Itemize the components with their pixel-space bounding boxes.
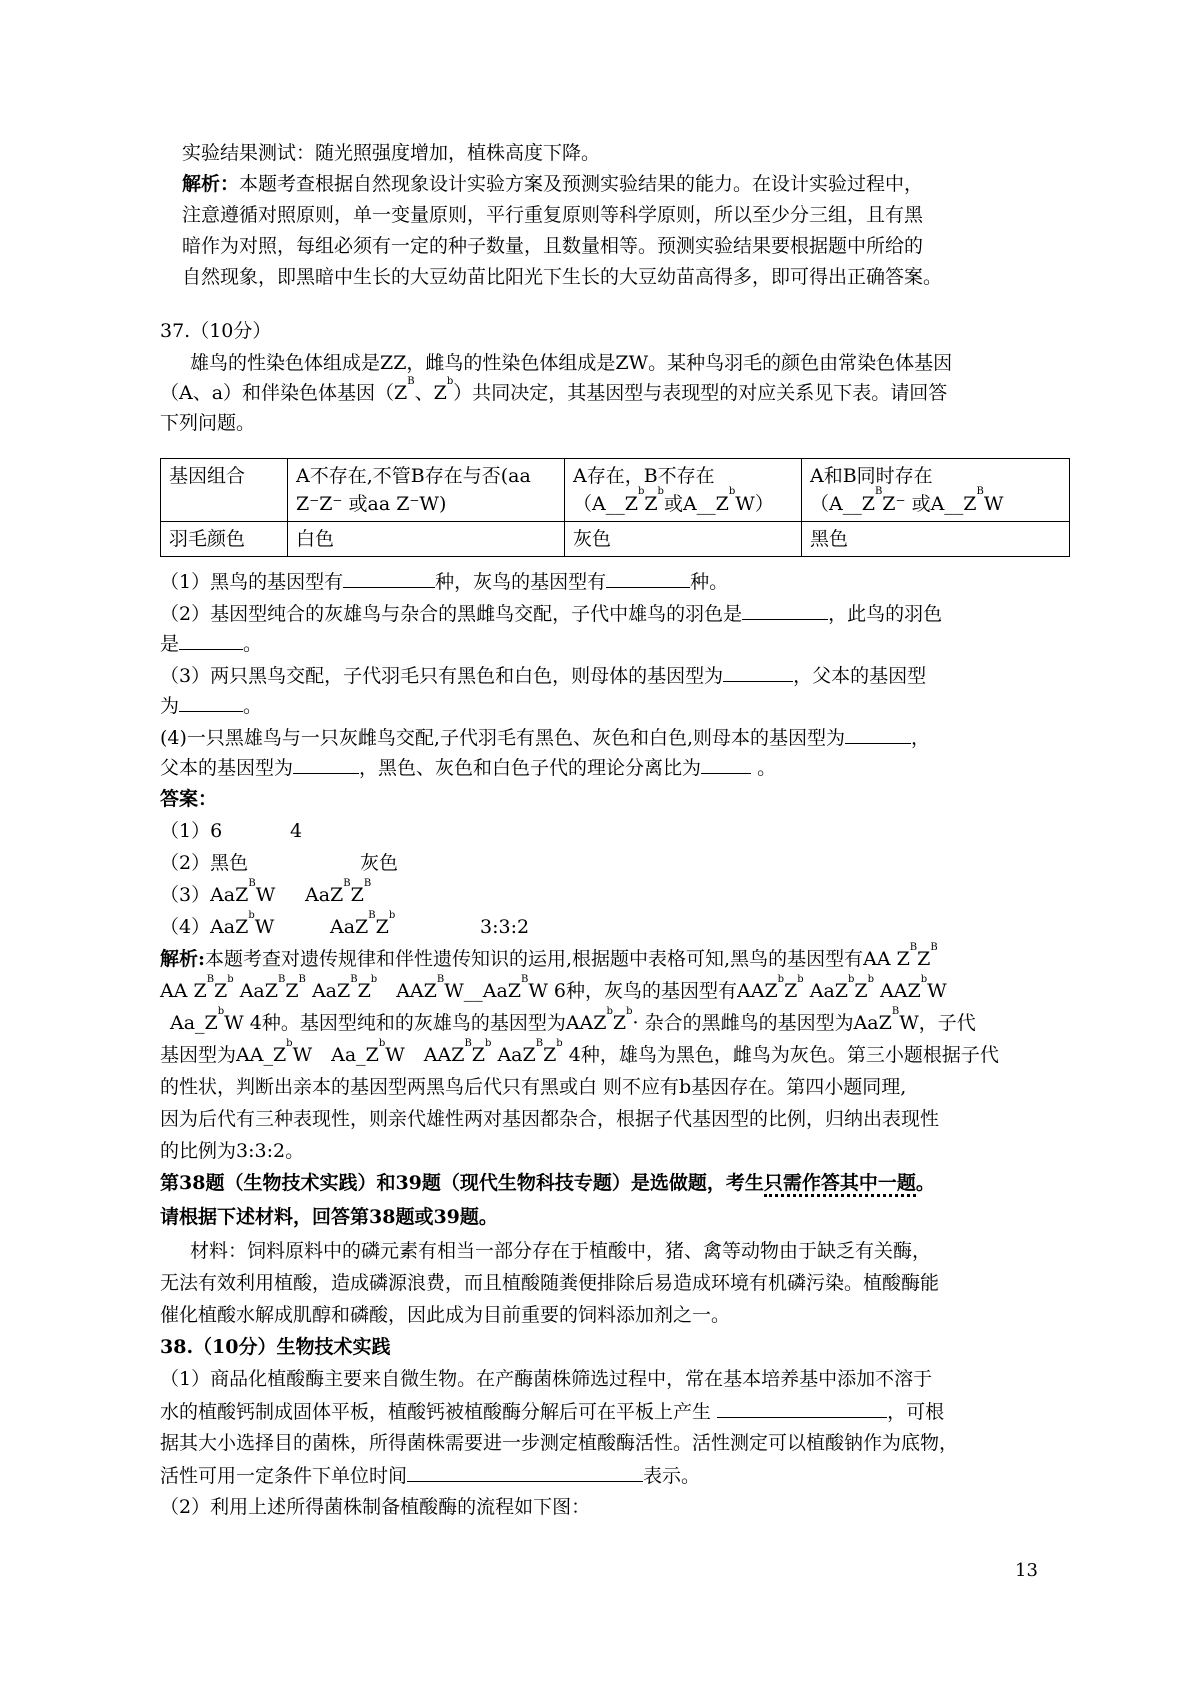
answer-blank[interactable] [343,568,435,588]
q37-header: 37.（10分） [160,320,272,342]
answer-blank[interactable] [717,1398,887,1418]
genotype-phenotype-table [160,458,1070,557]
table-cell: A和B同时存在 （$A\_\_Z^BZ^-$ 或$A\_\_Z^BW$ [802,459,1070,522]
q38-line: 据其大小选择目的菌株，所得菌株需要进一步测定植酸酶活性。活性测定可以植酸钠作为底物， [160,1432,959,1454]
result-test-line: 实验结果测试：随光照强度增加，植株高度下降。 [182,142,601,164]
answer-3: （3）AaZ$^B$W $AaZ^BZ^B$ [160,878,372,906]
answer-blank[interactable] [407,1462,643,1482]
q37-sub2-cont: 是 。 [160,630,262,657]
answer-blank[interactable] [293,754,359,774]
answer-blank[interactable] [606,568,690,588]
answer-2: （2）黑色 灰色 [160,852,399,874]
page-number: 13 [1015,1560,1038,1581]
elective-notice: 第38题（生物技术实践）和39题（现代生物科技专题）是选做题，考生只需作答其中一题。 [160,1170,935,1196]
answer-blank[interactable] [845,724,911,744]
q37-stem-line: 下列问题。 [160,412,256,434]
material-line: 无法有效利用植酸，造成磷源浪费，而且植酸随粪便排除后易造成环境有机磷污染。植酸酶能 [160,1272,940,1294]
q37-analysis-line: $Aa\_Z^bW$ 4种。基因型纯和的灰雄鸟的基因型为$AAZ^bZ^b\cdot$ 杂合的黑雌鸟的基因型为AaZ$^B$W，子代 [170,1006,976,1034]
q38-line: （1）商品化植酸酶主要来自微生物。在产酶菌株筛选过程中，常在基本培养基中添加不溶于 [160,1368,933,1390]
answer-1: （1）6 4 [160,820,303,842]
elective-instruction: 请根据下述材料，回答第38题或39题。 [160,1206,498,1228]
table-row [161,522,1070,557]
material-line: 催化植酸水解成肌醇和磷酸，因此成为目前重要的饲料添加剂之一。 [160,1304,731,1326]
answer-blank[interactable] [723,662,793,682]
table-cell: A存在，B不存在 （$A\_\_Z^bZ^b$或$A\_\_Z^bW$） [565,459,802,522]
analysis-line: 注意遵循对照原则，单一变量原则，平行重复原则等科学原则，所以至少分三组，且有黑 [182,204,924,226]
q37-analysis-line: 基因型为$AA\_Z^bW$ $Aa\_Z^bW$ $AAZ^BZ^b$ $AaZ^BZ^b$ 4种，雄鸟为黑色，雌鸟为灰色。第三小题根据子代 [160,1038,999,1066]
q37-analysis-line: 因为后代有三种表现性，则亲代雄性两对基因都杂合，根据子代基因型的比例，归纳出表现性 [160,1108,940,1130]
table-cell: 白色 [288,522,565,557]
table-header-cell: 羽毛颜色 [161,522,288,557]
q37-analysis-line: AA $Z^BZ^b$ $AaZ^BZ^B$ $AaZ^BZ^b$ $AAZ^BW\_\_AaZ^BW$ 6种，灰鸟的基因型有$AAZ^bZ^b$ $AaZ^bZ^b$ AAZ$^b$W [160,974,947,1002]
q38-line: 水的植酸钙制成固体平板，植酸钙被植酸酶分解后可在平板上产生 ，可根 [160,1398,944,1425]
q37-stem-line: （A、a）和伴染色体基因（$Z^B$、$Z^b$）共同决定，其基因型与表现型的对应关系见下表。请回答 [160,376,948,404]
table-cell: 黑色 [802,522,1070,557]
table-cell: A不存在,不管B存在与否(aa Z⁻Z⁻ 或aa Z⁻W) [288,459,565,522]
analysis-text: 本题考查根据自然现象设计实验方案及预测实验结果的能力。在设计实验过程中， [239,173,924,195]
q37-sub3: （3）两只黑鸟交配，子代羽毛只有黑色和白色，则母体的基因型为 ，父本的基因型 [160,662,926,689]
material-line: 材料：饲料原料中的磷元素有相当一部分存在于植酸中，猪、禽等动物由于缺乏有关酶， [190,1240,932,1262]
table-row [161,459,1070,522]
q37-stem-line: 雄鸟的性染色体组成是ZZ，雌鸟的性染色体组成是ZW。某种鸟羽毛的颜色由常染色体基因 [190,352,953,374]
answer-blank[interactable] [179,630,243,650]
q38-header: 38.（10分）生物技术实践 [160,1336,391,1358]
answer-4: （4）AaZ$^b$W $AaZ^BZ^b$ 3:3:2 [160,910,530,938]
answer-label: 答案： [160,788,218,810]
q38-line: 活性可用一定条件下单位时间 表示。 [160,1462,700,1489]
answer-blank[interactable] [742,600,828,620]
q37-sub4: (4)一只黑雄鸟与一只灰雌鸟交配,子代羽毛有黑色、灰色和白色,则母本的基因型为 ， [160,724,930,751]
q37-sub1: （1）黑鸟的基因型有 种，灰鸟的基因型有 种。 [160,568,728,595]
analysis-line: 自然现象，即黑暗中生长的大豆幼苗比阳光下生长的大豆幼苗高得多，即可得出正确答案。 [182,266,943,288]
analysis-line: 暗作为对照，每组必须有一定的种子数量，且数量相等。预测实验结果要根据题中所给的 [182,235,924,257]
analysis-label: 解析： [182,173,240,195]
q37-sub4-cont: 父本的基因型为 ，黑色、灰色和白色子代的理论分离比为 。 [160,754,776,781]
q37-sub3-cont: 为 。 [160,692,262,719]
emphasis-text: 只需作答其中一题 [764,1172,916,1197]
answer-blank[interactable] [179,692,243,712]
table-header-cell: 基因组合 [161,459,288,522]
q38-line: （2）利用上述所得菌株制备植酸酶的流程如下图： [160,1496,591,1518]
q37-sub2: （2）基因型纯合的灰雄鸟与杂合的黑雌鸟交配，子代中雄鸟的羽色是 ，此鸟的羽色 [160,600,942,627]
answer-blank[interactable] [701,754,751,774]
q37-analysis-line: 解析:本题考查对遗传规律和伴性遗传知识的运用,根据题中表格可知,黑鸟的基因型有AA $Z^BZ^B$ [160,942,938,970]
analysis-paragraph-1 [182,171,923,197]
q37-analysis-line: 的性状，判断出亲本的基因型两黑鸟后代只有黑或白 则不应有b基因存在。第四小题同理, [160,1076,907,1098]
table-cell: 灰色 [565,522,802,557]
q37-analysis-line: 的比例为3:3:2。 [160,1140,305,1162]
